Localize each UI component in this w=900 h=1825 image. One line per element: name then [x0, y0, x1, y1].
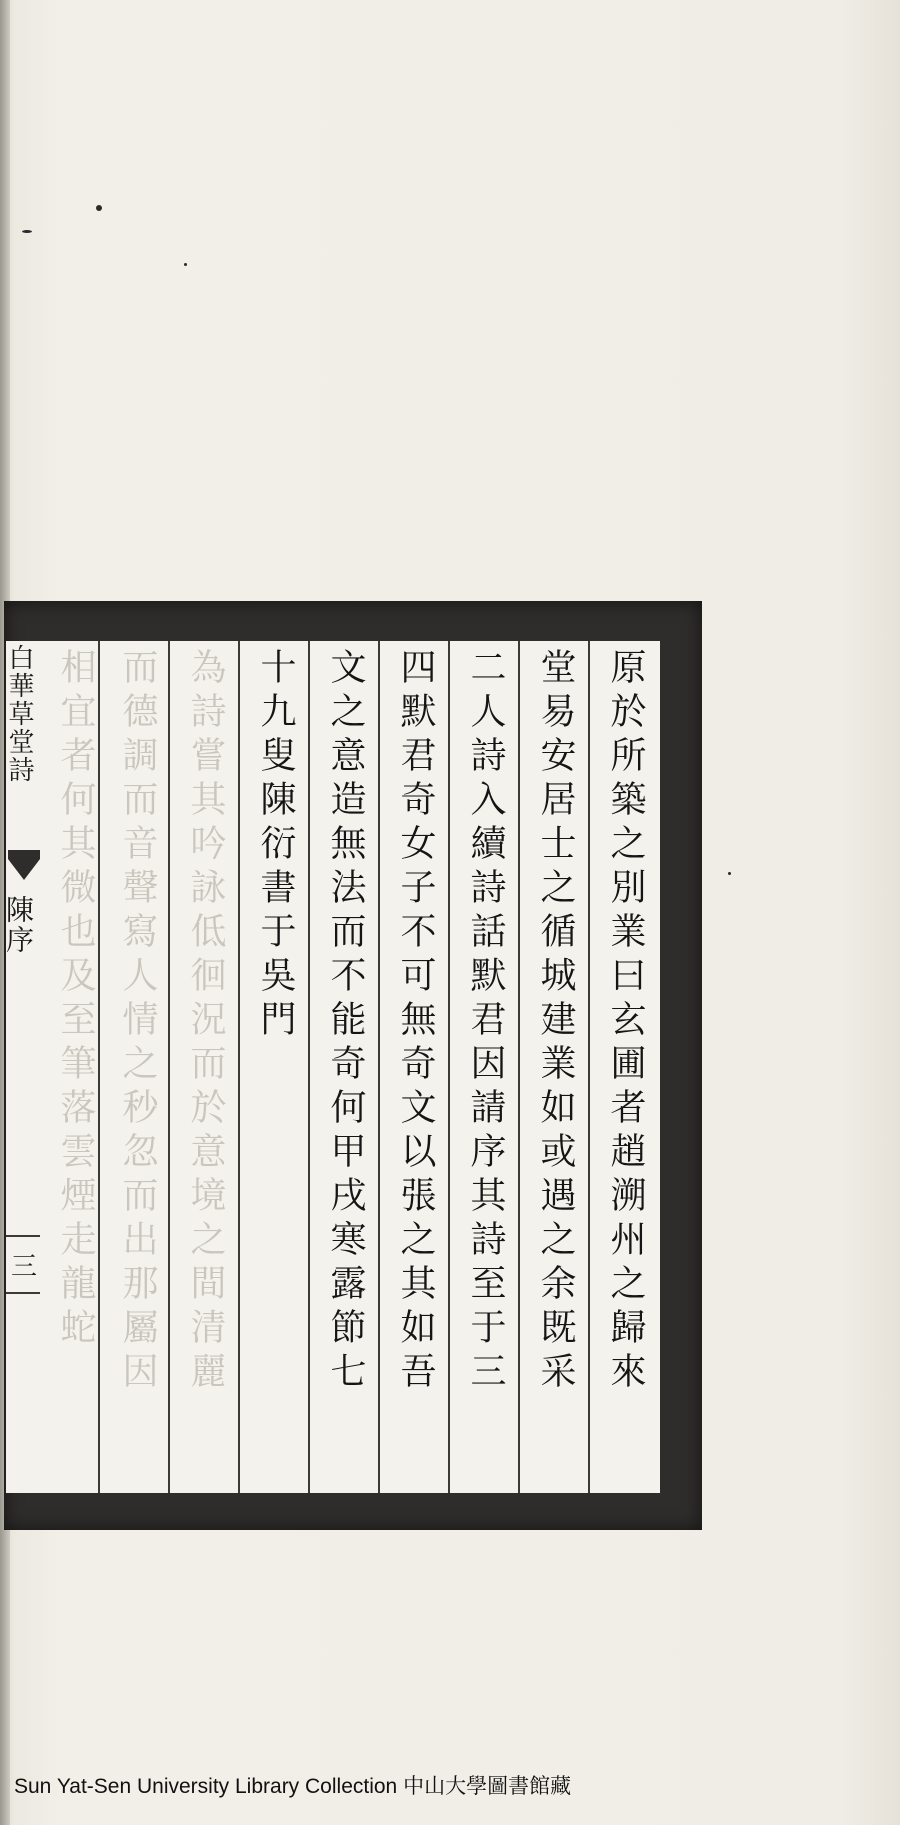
column-rule	[378, 641, 380, 1493]
page-number: 三	[10, 1252, 37, 1282]
column-rule	[588, 641, 590, 1493]
library-watermark-caption: Sun Yat-Sen University Library Collection 中山大學圖書館藏	[14, 1775, 572, 1798]
column-rule	[168, 641, 170, 1493]
bleed-through-text: 相宜者何其微也及至筆落雲煙走龍蛇	[55, 648, 96, 1352]
banxin-divider	[6, 1292, 40, 1294]
book-title: 白華草堂詩	[4, 644, 34, 784]
column-rule	[518, 641, 520, 1493]
column-rule	[238, 641, 240, 1493]
banxin-divider	[6, 1235, 40, 1237]
text-column: 四默君奇女子不可無奇文以張之其如吾	[395, 648, 436, 1396]
column-rule	[308, 641, 310, 1493]
column-rule	[448, 641, 450, 1493]
text-column: 二人詩入續詩話默君因請序其詩至于三	[465, 648, 506, 1396]
text-column: 十九叟陳衍書于吳門	[255, 648, 296, 1044]
section-label: 陳序	[2, 895, 35, 955]
text-column: 堂易安居士之循城建業如或遇之余既采	[535, 648, 576, 1396]
text-column: 原於所築之別業曰玄圃者趙溯州之歸來	[605, 648, 646, 1396]
bleed-through-text: 為詩嘗其吟詠低徊況而於意境之間清麗	[185, 648, 226, 1396]
bleed-through-text: 而德調而音聲寫人情之秒忽而出那屬因	[117, 648, 158, 1396]
text-column: 文之意造無法而不能奇何甲戌寒露節七	[325, 648, 366, 1396]
